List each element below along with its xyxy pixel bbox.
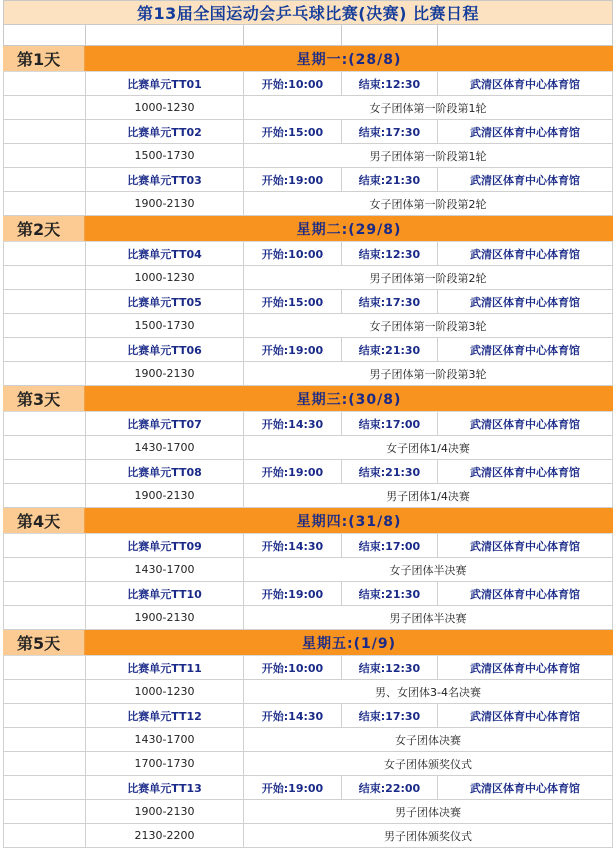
- day-label: 第5天: [3, 630, 85, 655]
- session-end: 结束:21:30: [341, 338, 437, 361]
- session-blank-cell: [3, 776, 85, 799]
- session-end: 结束:21:30: [341, 168, 437, 191]
- event-time: 1000-1230: [85, 266, 243, 289]
- event-time: 1000-1230: [85, 96, 243, 119]
- event-blank-cell: [3, 558, 85, 581]
- event-row: [3, 680, 613, 704]
- event-row: [3, 362, 613, 386]
- session-blank-cell: [3, 72, 85, 95]
- event-name: 男、女团体3-4名决赛: [243, 680, 613, 703]
- weekday-date: 星期一:(28/8): [296, 51, 402, 68]
- session-unit: 比赛单元TT06: [85, 338, 243, 361]
- event-blank-cell: [3, 728, 85, 751]
- session-start: 开始:19:00: [243, 460, 341, 483]
- weekday-date: 星期四:(31/8): [296, 513, 402, 530]
- session-row: [3, 776, 613, 800]
- session-start: 开始:15:00: [243, 290, 341, 313]
- session-unit: 比赛单元TT12: [85, 704, 243, 727]
- session-end: 结束:17:30: [341, 120, 437, 143]
- session-venue: 武清区体育中心体育馆: [437, 704, 613, 727]
- session-blank-cell: [3, 460, 85, 483]
- event-blank-cell: [3, 192, 85, 215]
- event-blank-cell: [3, 96, 85, 119]
- session-end: 结束:21:30: [341, 460, 437, 483]
- event-row: [3, 558, 613, 582]
- event-row: [3, 484, 613, 508]
- session-blank-cell: [3, 290, 85, 313]
- session-blank-cell: [3, 412, 85, 435]
- session-venue: 武清区体育中心体育馆: [437, 776, 613, 799]
- session-blank-cell: [3, 168, 85, 191]
- session-venue: 武清区体育中心体育馆: [437, 120, 613, 143]
- event-row: [3, 314, 613, 338]
- session-unit: 比赛单元TT07: [85, 412, 243, 435]
- session-unit: 比赛单元TT13: [85, 776, 243, 799]
- session-row: [3, 582, 613, 606]
- event-time: 1430-1700: [85, 436, 243, 459]
- title-row: [3, 0, 613, 25]
- session-unit: 比赛单元TT01: [85, 72, 243, 95]
- session-start: 开始:15:00: [243, 120, 341, 143]
- event-blank-cell: [3, 362, 85, 385]
- day-label: 第1天: [3, 46, 85, 71]
- event-name: 男子团体1/4决赛: [243, 484, 613, 507]
- event-blank-cell: [3, 800, 85, 823]
- session-start: 开始:19:00: [243, 168, 341, 191]
- session-blank-cell: [3, 534, 85, 557]
- session-blank-cell: [3, 338, 85, 361]
- day-header-row: [3, 216, 613, 242]
- session-venue: 武清区体育中心体育馆: [437, 582, 613, 605]
- session-row: [3, 704, 613, 728]
- day-label: 第2天: [3, 216, 85, 241]
- event-row: [3, 144, 613, 168]
- session-row: [3, 72, 613, 96]
- event-blank-cell: [3, 752, 85, 775]
- session-end: 结束:22:00: [341, 776, 437, 799]
- day-header-row: [3, 46, 613, 72]
- event-blank-cell: [3, 680, 85, 703]
- session-end: 结束:21:30: [341, 582, 437, 605]
- schedule-table: [3, 0, 613, 848]
- blank-spacer-row: [3, 25, 613, 46]
- event-blank-cell: [3, 436, 85, 459]
- session-unit: 比赛单元TT04: [85, 242, 243, 265]
- event-name: 女子团体决赛: [243, 728, 613, 751]
- session-blank-cell: [3, 120, 85, 143]
- event-time: 1000-1230: [85, 680, 243, 703]
- session-venue: 武清区体育中心体育馆: [437, 656, 613, 679]
- event-name: 女子团体1/4决赛: [243, 436, 613, 459]
- weekday-date: 星期二:(29/8): [296, 221, 402, 238]
- session-start: 开始:14:30: [243, 412, 341, 435]
- event-name: 男子团体决赛: [243, 800, 613, 823]
- session-venue: 武清区体育中心体育馆: [437, 290, 613, 313]
- session-row: [3, 460, 613, 484]
- event-row: [3, 606, 613, 630]
- session-venue: 武清区体育中心体育馆: [437, 460, 613, 483]
- event-row: [3, 192, 613, 216]
- session-end: 结束:12:30: [341, 72, 437, 95]
- session-venue: 武清区体育中心体育馆: [437, 72, 613, 95]
- session-unit: 比赛单元TT03: [85, 168, 243, 191]
- event-row: [3, 266, 613, 290]
- event-time: 1430-1700: [85, 728, 243, 751]
- event-time: 2130-2200: [85, 824, 243, 847]
- session-start: 开始:10:00: [243, 242, 341, 265]
- event-blank-cell: [3, 484, 85, 507]
- event-time: 1900-2130: [85, 192, 243, 215]
- session-unit: 比赛单元TT11: [85, 656, 243, 679]
- session-row: [3, 242, 613, 266]
- session-row: [3, 290, 613, 314]
- session-start: 开始:19:00: [243, 338, 341, 361]
- day-header-row: [3, 630, 613, 656]
- session-end: 结束:17:00: [341, 412, 437, 435]
- session-start: 开始:14:30: [243, 704, 341, 727]
- event-blank-cell: [3, 266, 85, 289]
- days-container: [3, 46, 613, 848]
- session-unit: 比赛单元TT05: [85, 290, 243, 313]
- weekday-date: 星期五:(1/9): [302, 635, 396, 652]
- session-end: 结束:17:30: [341, 290, 437, 313]
- event-name: 女子团体第一阶段第3轮: [243, 314, 613, 337]
- event-name: 男子团体第一阶段第1轮: [243, 144, 613, 167]
- session-unit: 比赛单元TT09: [85, 534, 243, 557]
- event-name: 女子团体第一阶段第2轮: [243, 192, 613, 215]
- session-start: 开始:19:00: [243, 582, 341, 605]
- event-row: [3, 752, 613, 776]
- event-name: 女子团体半决赛: [243, 558, 613, 581]
- event-time: 1900-2130: [85, 800, 243, 823]
- session-venue: 武清区体育中心体育馆: [437, 242, 613, 265]
- day-header-row: [3, 508, 613, 534]
- session-end: 结束:12:30: [341, 656, 437, 679]
- event-name: 男子团体第一阶段第3轮: [243, 362, 613, 385]
- event-row: [3, 96, 613, 120]
- event-time: 1430-1700: [85, 558, 243, 581]
- event-name: 男子团体颁奖仪式: [243, 824, 613, 847]
- day-header-row: [3, 386, 613, 412]
- session-end: 结束:17:00: [341, 534, 437, 557]
- event-name: 男子团体第一阶段第2轮: [243, 266, 613, 289]
- session-start: 开始:10:00: [243, 72, 341, 95]
- session-start: 开始:14:30: [243, 534, 341, 557]
- event-blank-cell: [3, 824, 85, 847]
- session-row: [3, 168, 613, 192]
- session-end: 结束:17:30: [341, 704, 437, 727]
- session-end: 结束:12:30: [341, 242, 437, 265]
- session-row: [3, 120, 613, 144]
- session-unit: 比赛单元TT02: [85, 120, 243, 143]
- session-unit: 比赛单元TT10: [85, 582, 243, 605]
- session-start: 开始:10:00: [243, 656, 341, 679]
- event-name: 女子团体颁奖仪式: [243, 752, 613, 775]
- session-row: [3, 534, 613, 558]
- session-venue: 武清区体育中心体育馆: [437, 338, 613, 361]
- session-row: [3, 656, 613, 680]
- event-time: 1500-1730: [85, 144, 243, 167]
- event-time: 1700-1730: [85, 752, 243, 775]
- weekday-date: 星期三:(30/8): [296, 391, 402, 408]
- session-blank-cell: [3, 242, 85, 265]
- page-title: 第13届全国运动会乒乓球比赛(决赛) 比赛日程: [137, 4, 479, 23]
- session-venue: 武清区体育中心体育馆: [437, 168, 613, 191]
- day-label: 第3天: [3, 386, 85, 411]
- session-row: [3, 338, 613, 362]
- session-blank-cell: [3, 582, 85, 605]
- event-row: [3, 800, 613, 824]
- event-time: 1900-2130: [85, 362, 243, 385]
- event-name: 男子团体半决赛: [243, 606, 613, 629]
- event-row: [3, 824, 613, 848]
- day-label: 第4天: [3, 508, 85, 533]
- session-venue: 武清区体育中心体育馆: [437, 534, 613, 557]
- event-row: [3, 436, 613, 460]
- session-unit: 比赛单元TT08: [85, 460, 243, 483]
- event-time: 1900-2130: [85, 484, 243, 507]
- event-name: 女子团体第一阶段第1轮: [243, 96, 613, 119]
- session-blank-cell: [3, 704, 85, 727]
- event-blank-cell: [3, 144, 85, 167]
- event-time: 1500-1730: [85, 314, 243, 337]
- event-time: 1900-2130: [85, 606, 243, 629]
- event-blank-cell: [3, 314, 85, 337]
- session-start: 开始:19:00: [243, 776, 341, 799]
- session-blank-cell: [3, 656, 85, 679]
- session-row: [3, 412, 613, 436]
- session-venue: 武清区体育中心体育馆: [437, 412, 613, 435]
- event-row: [3, 728, 613, 752]
- event-blank-cell: [3, 606, 85, 629]
